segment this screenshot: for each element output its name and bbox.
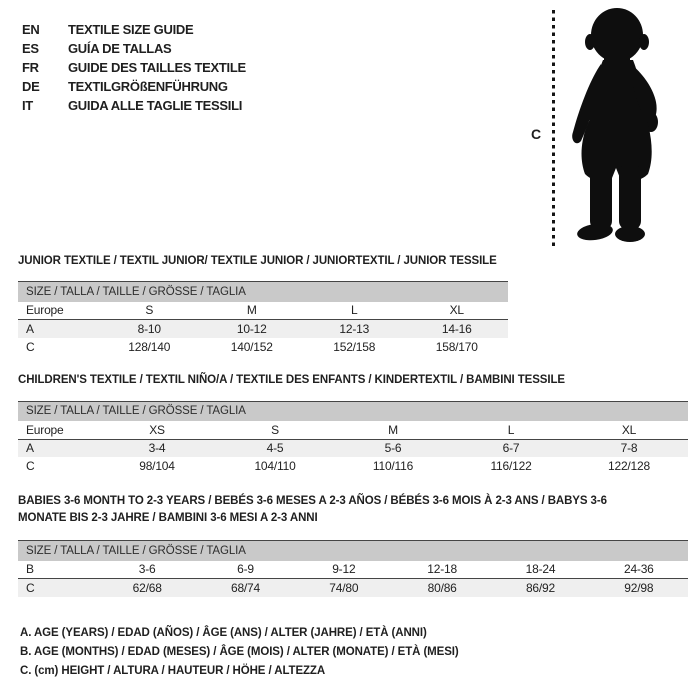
table-row xyxy=(18,338,508,356)
language-code: DE xyxy=(22,79,40,94)
toddler-silhouette-icon xyxy=(560,6,692,244)
note-age-months: B. AGE (MONTHS) / EDAD (MESES) / ÂGE (MOIS) / ALTER (MONATE) / ETÀ (MESI) xyxy=(20,645,459,658)
size-cell: S xyxy=(145,303,154,318)
size-cell: XL xyxy=(449,303,464,318)
table-row xyxy=(18,439,688,457)
language-code: FR xyxy=(22,60,39,75)
table-row xyxy=(18,302,508,320)
babies-section-title: BABIES 3-6 MONTH TO 2-3 YEARS / BEBÉS 3-6 MESES A 2-3 AÑOS / BÉBÉS 3-6 MOIS À 2-3 ANS / BABYS 3-6 MONATE BIS 2-3 JAHRE / BAMBINI 3-6 MESI A 2-3 ANNI xyxy=(18,495,607,524)
size-cell: 122/128 xyxy=(608,459,650,473)
size-cell: 68/74 xyxy=(196,579,294,597)
note-height-cm: C. (cm) HEIGHT / ALTURA / HAUTEUR / HÖHE / ALTEZZA xyxy=(20,664,326,677)
language-row-fr xyxy=(22,58,246,77)
legend-notes xyxy=(20,624,700,681)
size-cell: M xyxy=(246,303,257,318)
row-label: C xyxy=(26,459,35,473)
size-cell: 92/98 xyxy=(590,579,688,597)
size-cell: 8-10 xyxy=(98,320,201,338)
language-row-es xyxy=(22,39,246,58)
language-label: GUÍA DE TALLAS xyxy=(68,41,172,56)
size-cell: 98/104 xyxy=(139,459,175,473)
size-cell: 62/68 xyxy=(98,579,196,597)
size-cell: 6-9 xyxy=(237,562,254,577)
height-measure-dotted-line xyxy=(552,10,555,246)
row-label: C xyxy=(18,579,98,597)
junior-size-table xyxy=(18,281,508,356)
language-label: GUIDA ALLE TAGLIE TESSILI xyxy=(68,98,243,113)
size-cell: 104/110 xyxy=(254,459,296,473)
language-label: TEXTILE SIZE GUIDE xyxy=(68,22,194,37)
measure-c-label: C xyxy=(531,126,542,142)
language-label: TEXTILGRÖßENFÜHRUNG xyxy=(68,79,228,94)
size-header-bar: SIZE / TALLA / TAILLE / GRÖSSE / TAGLIA xyxy=(18,282,508,302)
size-cell: 5-6 xyxy=(334,439,452,457)
size-cell: 10-12 xyxy=(201,320,304,338)
children-size-table xyxy=(18,401,688,476)
size-cell: 12-18 xyxy=(427,562,457,577)
table-row xyxy=(18,421,688,439)
note-age-years: A. AGE (YEARS) / EDAD (AÑOS) / ÂGE (ANS) / ALTER (JAHRE) / ETÀ (ANNI) xyxy=(20,626,427,639)
size-cell: 4-5 xyxy=(216,439,334,457)
table-row xyxy=(18,561,688,579)
children-section-title: CHILDREN'S TEXTILE / TEXTIL NIÑO/A / TEXTILE DES ENFANTS / KINDERTEXTIL / BAMBINI TESSILE xyxy=(18,373,565,386)
size-cell: 12-13 xyxy=(303,320,406,338)
size-cell: XL xyxy=(621,422,637,437)
table-row xyxy=(18,457,688,475)
size-cell: M xyxy=(388,422,398,437)
babies-size-table xyxy=(18,540,688,597)
junior-section-title: JUNIOR TEXTILE / TEXTIL JUNIOR/ TEXTILE JUNIOR / JUNIORTEXTIL / JUNIOR TESSILE xyxy=(18,255,497,267)
size-cell: 110/116 xyxy=(372,459,414,473)
size-cell: S xyxy=(271,422,279,437)
size-cell: 128/140 xyxy=(128,339,171,354)
size-cell: 14-16 xyxy=(406,320,509,338)
size-cell: 24-36 xyxy=(623,562,654,577)
row-label: Europe xyxy=(26,422,64,437)
row-label: B xyxy=(26,562,34,577)
size-cell: 3-6 xyxy=(138,562,156,577)
size-cell: XS xyxy=(149,422,165,437)
size-header-bar: SIZE / TALLA / TAILLE / GRÖSSE / TAGLIA xyxy=(18,401,688,421)
language-row-de xyxy=(22,77,246,96)
language-row-en xyxy=(22,20,246,39)
size-cell: 80/86 xyxy=(393,579,491,597)
language-code: EN xyxy=(22,22,40,37)
size-cell: 140/152 xyxy=(230,339,273,354)
size-cell: 6-7 xyxy=(452,439,570,457)
row-label: C xyxy=(26,339,35,354)
size-cell: 74/80 xyxy=(295,579,393,597)
size-cell: L xyxy=(351,303,358,318)
row-label: A xyxy=(18,439,98,457)
size-cell: 7-8 xyxy=(570,439,688,457)
size-cell: 9-12 xyxy=(332,562,356,577)
language-list xyxy=(22,20,246,115)
size-cell: L xyxy=(507,422,515,437)
language-code: IT xyxy=(22,98,33,113)
size-cell: 86/92 xyxy=(491,579,589,597)
header-area xyxy=(0,0,700,250)
table-row xyxy=(18,579,688,597)
size-cell: 158/170 xyxy=(435,339,478,354)
size-cell: 152/158 xyxy=(333,339,376,354)
row-label: A xyxy=(18,320,98,338)
size-cell: 3-4 xyxy=(98,439,216,457)
language-code: ES xyxy=(22,41,39,56)
table-row xyxy=(18,320,508,338)
size-header-bar: SIZE / TALLA / TAILLE / GRÖSSE / TAGLIA xyxy=(18,541,688,561)
language-label: GUIDE DES TAILLES TEXTILE xyxy=(68,60,246,75)
row-label: Europe xyxy=(26,303,64,318)
size-cell: 116/122 xyxy=(490,459,532,473)
size-cell: 18-24 xyxy=(525,562,556,577)
language-row-it xyxy=(22,96,246,115)
